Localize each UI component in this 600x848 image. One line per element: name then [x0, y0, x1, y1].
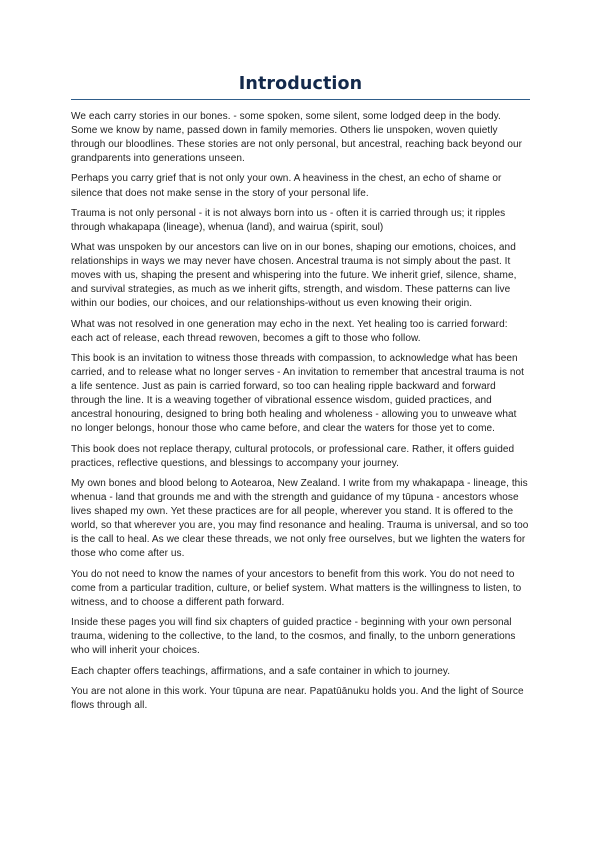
paragraph: We each carry stories in our bones. - some spoken, some silent, some lodged deep in the body. Some we know by name, passed down in family memories. Others lie unspoken, woven quietly through our bloodlines. These stories are not only personal, but ancestral, reaching back beyond our grandparents into generations unseen.	[71, 111, 523, 165]
paragraph: Perhaps you carry grief that is not only your own. A heaviness in the chest, an echo of shame or silence that does not make sense in the story of your personal life.	[71, 173, 502, 199]
paragraph: Trauma is not only personal - it is not always born into us - often it is carried through us; it ripples through whakapapa (lineage), whenua (land), and wairua (spirit, soul)	[71, 207, 506, 233]
paragraph: What was not resolved in one generation may echo in the next. Yet healing too is carried forward: each act of release, each thread rewoven, becomes a gift to those who follow.	[71, 318, 508, 344]
paragraph: What was unspoken by our ancestors can live on in our bones, shaping our emotions, choices, and relationships in ways we may never have chosen. Ancestral trauma is not simply about the past. It moves with us, shaping the present and whispering into the future. We inherit grief, silence, shame, and survival strategies, as much as we inherit gifts, strength, and wisdom. These patterns can live within our bodies, our choices, and our relationships-without us even knowing their origin.	[71, 242, 517, 310]
document-page	[71, 66, 530, 719]
paragraph: My own bones and blood belong to Aotearoa, New Zealand. I write from my whakapapa - lineage, this whenua - land that grounds me and with the strength and guidance of my tūpuna - ancestors whose lives shaped my own. Yet these practices are for all people, wherever you stand. It is offered to the world, so that wherever you are, you may find resonance and healing. Trauma is universal, and so too is the call to heal. As we clear these threads, we not only free ourselves, but we lighten the waters for those who come after us.	[71, 478, 529, 560]
paragraph: You do not need to know the names of your ancestors to benefit from this work. You do not need to come from a particular tradition, culture, or belief system. What matters is the willingness to listen, to witness, and to choose a different path forward.	[71, 568, 522, 608]
title-divider	[71, 99, 530, 100]
paragraph: This book is an invitation to witness those threads with compassion, to acknowledge what has been carried, and to release what no longer serves - An invitation to remember that ancestral trauma is not a life sentence. Just as pain is carried forward, so too can healing ripple backward and forward through the line. It is a weaving together of vibrational essence wisdom, guided practices, and ancestral honouring, designed to bring both healing and wholeness - allowing you to unweave what no longer belongs, honour those who came before, and clear the waters for those yet to come.	[71, 353, 524, 435]
paragraph: You are not alone in this work. Your tūpuna are near. Papatūānuku holds you. And the light of Source flows through all.	[71, 685, 524, 711]
paragraph: This book does not replace therapy, cultural protocols, or professional care. Rather, it offers guided practices, reflective questions, and blessings to accompany your journey.	[71, 443, 515, 469]
document-body	[71, 110, 530, 713]
paragraph: Inside these pages you will find six chapters of guided practice - beginning with your own personal trauma, widening to the collective, to the land, to the cosmos, and finally, to the unborn generations who will inherit your choices.	[71, 617, 516, 657]
page-title: Introduction	[238, 74, 363, 94]
paragraph: Each chapter offers teachings, affirmations, and a safe container in which to journey.	[71, 665, 451, 677]
